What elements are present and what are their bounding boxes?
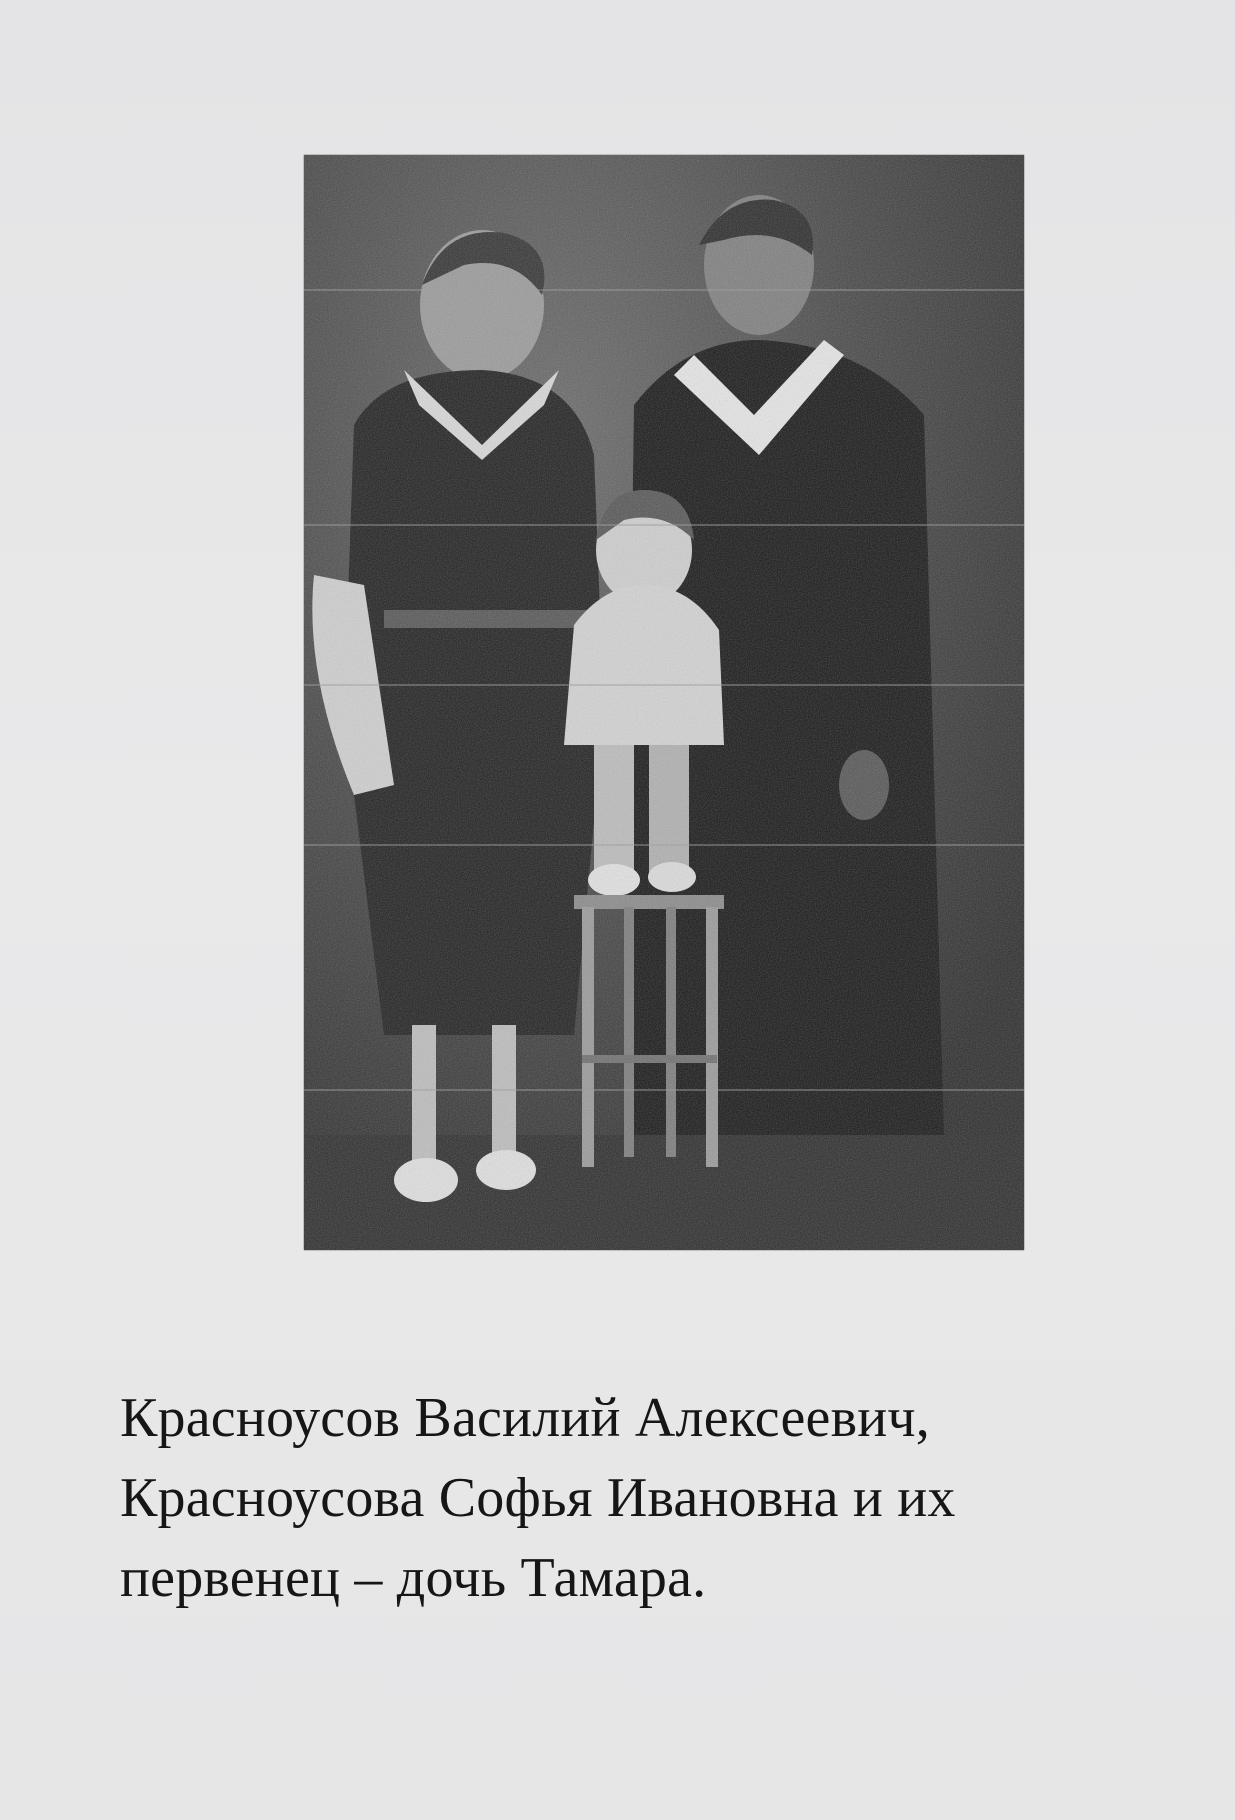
family-photo xyxy=(304,155,1024,1250)
photo-caption xyxy=(120,1378,1200,1618)
caption-line-2: Красноусова Софья Ивановна и их xyxy=(120,1467,956,1529)
caption-line-1: Красноусов Василий Алексеевич, xyxy=(120,1387,930,1449)
family-photo-image xyxy=(304,155,1024,1250)
caption-line-3: первенец – дочь Тамара. xyxy=(120,1547,707,1609)
